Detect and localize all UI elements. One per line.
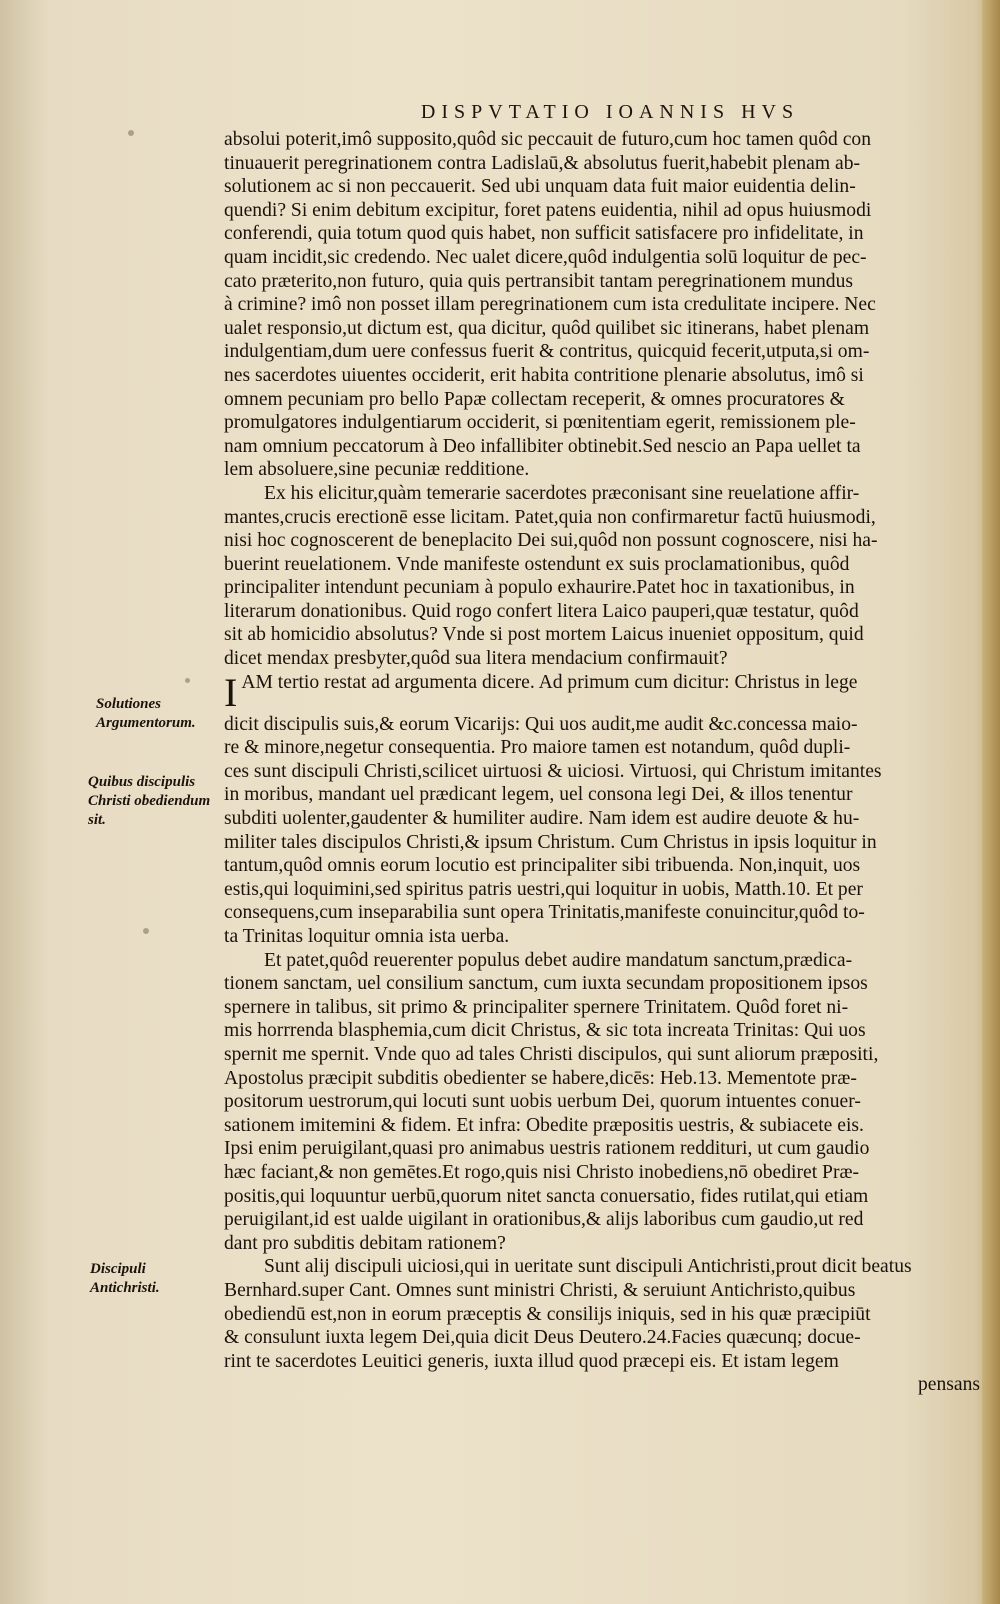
text-line: spernere in talibus, sit primo & principaliter spernere Trinitatem. Quôd foret ni- [224, 996, 849, 1018]
text-line: subditi uolenter,gaudenter & humiliter audire. Nam idem est audire deuote & hu- [224, 808, 860, 830]
text-line: in moribus, mandant uel prædicant legem, uel consona legi Dei, & illos tenentur [224, 784, 853, 806]
text-line: quendi? Si enim debitum excipitur, foret patens euidentia, nihil ad opus huiusmodi [224, 199, 872, 221]
text-line: buerint reuelationem. Vnde manifeste ostendunt ex suis proclamationibus, quôd [224, 553, 850, 575]
text-line: hæc faciant,& non gemētes.Et rogo,quis nisi Christo inobediens,nō obediret Præ- [224, 1161, 860, 1183]
paper-spot [143, 928, 149, 934]
text-line: literarum donationibus. Quid rogo confert litera Laico pauperi,quæ testatur, quôd [224, 600, 859, 622]
text-line: principaliter intendunt pecuniam à populo exhaurire.Patet hoc in taxationibus, in [224, 577, 855, 599]
text-line [224, 671, 980, 713]
text-line: absolui poterit,imô supposito,quôd sic peccauit de futuro,cum hoc tamen quôd con [224, 129, 872, 150]
text-line: mis horrrenda blasphemia,cum dicit Christus, & sic tota increata Trinitas: Qui uos [224, 1020, 866, 1042]
text-line: Et patet,quôd reuerenter populus debet audire mandatum sanctum,prædica- [264, 949, 853, 971]
text-line: mantes,crucis erectionē esse licitam. Patet,quia non confirmaretur factū huiusmodi, [224, 506, 876, 528]
margin-note-quibus: Quibus discipulis Christi obediendum sit. [88, 774, 211, 828]
text-line: consequens,cum inseparabilia sunt opera Trinitatis,manifeste conuincitur,quôd to- [224, 902, 865, 924]
text-line: positis,qui loquuntur uerbū,quorum nitet sancta conuersatio, fides rutilat,qui etiam [224, 1185, 869, 1207]
text-line: ualet responsio,ut dictum est, qua dicitur, quôd quilibet sic itinerans, habet plenam [224, 317, 870, 339]
text-line: tinuauerit peregrinationem contra Ladislaū,& absolutus fuerit,habebit plenam ab- [224, 152, 861, 174]
body-text [224, 128, 980, 1397]
text-line: nes sacerdotes uiuentes occiderit, erit habita contritione plenarie absolutus, imô si [224, 364, 864, 386]
text-line: Apostolus præcipit subditis obedienter se habere,dicēs: Heb.13. Mementote præ- [224, 1067, 857, 1089]
margin-note-discipuli: Discipuli Antichristi. [90, 1261, 160, 1296]
text-line: militer tales discipulos Christi,& ipsum Christum. Cum Christus in ipsis loquitur in [224, 831, 877, 853]
drop-capital: I [224, 670, 238, 713]
text-line: sit ab homicidio absolutus? Vnde si post mortem Laicus inueniet oppositum, quid [224, 624, 864, 646]
text-line: Bernhard.super Cant. Omnes sunt ministri Christi, & seruiunt Antichristo,quibus [224, 1279, 856, 1301]
text-line: positorum uestrorum,qui locuti sunt uobis uerbum Dei, quorum intuentes conuer- [224, 1091, 861, 1113]
catchword: pensans [917, 1374, 980, 1396]
text-line-content: AM tertio restat ad argumenta dicere. Ad primum cum dicitur: Christus in lege [241, 671, 858, 693]
text-line: ta Trinitas loquitur omnia ista uerba. [224, 926, 510, 947]
text-line: estis,qui loquimini,sed spiritus patris uestri,qui loquitur in uobis, Matth.10. Et per [224, 878, 863, 900]
paper-spot [128, 130, 134, 136]
page-edge-strip [982, 0, 1000, 1604]
text-line: à crimine? imô non posset illam peregrinationem cum ista credulitate incipere. Nec [224, 294, 876, 316]
text-line: ces sunt discipuli Christi,scilicet uirtuosi & uiciosi. Virtuosi, qui Christum imitantes [224, 760, 882, 782]
text-line: conferendi, quia totum quod quis habet, non sufficit satisfacere pro infidelitate, in [224, 223, 864, 245]
text-line: nam omnium peccatorum à Deo infallibiter obtinebit.Sed nescio an Papa uellet ta [224, 435, 861, 457]
text-line: obediendū est,non in eorum præceptis & consilijs iniquis, sed in his quæ præcipiūt [224, 1303, 871, 1325]
text-line: rint te sacerdotes Leuitici generis, iuxta illud quod præcepi eis. Et istam legem [224, 1350, 839, 1372]
paper-spot [185, 678, 190, 683]
text-line: sationem imitemini & fidem. Et infra: Obedite præpositis uestris, & subiacete eis. [224, 1114, 864, 1136]
text-line: re & minore,negetur consequentia. Pro maiore tamen est notandum, quôd dupli- [224, 737, 851, 759]
text-line: omnem pecuniam pro bello Papæ collectam receperit, & omnes procuratores & [224, 388, 845, 410]
text-line: Ex his elicitur,quàm temerarie sacerdotes præconisant sine reuelatione affir- [264, 482, 860, 504]
text-line: dicet mendax presbyter,quôd sua litera mendacium confirmauit? [224, 648, 728, 670]
text-line: dicit discipulis suis,& eorum Vicarijs: Qui uos audit,me audit &c.concessa maio- [224, 713, 858, 735]
text-line: nisi hoc cognoscerent de beneplacito Dei sui,quôd non possunt cognoscere, nisi ha- [224, 530, 878, 552]
text-line: promulgatores indulgentiarum occiderit, si pœnitentiam egerit, remissionem ple- [224, 412, 856, 434]
text-line: spernit me spernit. Vnde quo ad tales Christi discipulos, qui sunt aliorum præpositi, [224, 1043, 879, 1065]
text-line: solutionem ac si non peccauerit. Sed ubi unquam data fuit maior euidentia delin- [224, 176, 856, 198]
text-line: dant pro subditis debitam rationem? [224, 1232, 506, 1254]
text-line: tantum,quôd omnis eorum locutio est principaliter sibi tribuenda. Non,inquit, uos [224, 855, 861, 877]
text-line: peruigilant,id est ualde uigilant in orationibus,& alijs laboribus cum gaudio,ut red [224, 1209, 864, 1231]
margin-note-solutiones: Solutiones Argumentorum. [96, 696, 196, 731]
text-line: & consulunt iuxta legem Dei,quia dicit Deus Deutero.24.Facies quæcunq; docue- [224, 1327, 861, 1349]
text-line: lem absoluere,sine pecuniæ redditione. [224, 459, 530, 481]
text-line: cato præterito,non futuro, quia quis pertransibit tantam peregrinationem mundus [224, 270, 854, 292]
text-line: indulgentiam,dum uere confessus fuerit & contritus, quicquid fecerit,utputa,si om- [224, 341, 870, 363]
text-line: Sunt alij discipuli uiciosi,qui in ueritate sunt discipuli Antichristi,prout dicit beatus [264, 1256, 912, 1278]
running-head: DISPVTATIO IOANNIS HVS [420, 101, 800, 123]
text-line: tionem sanctam, uel consilium sanctum, cum iuxta secundam propositionem ipsos [224, 973, 868, 995]
text-line: Ipsi enim peruigilant,quasi pro animabus uestris rationem reddituri, ut cum gaudio [224, 1138, 870, 1160]
text-line: quam incidit,sic credendo. Nec ualet dicere,quôd indulgentia solū loquitur de pec- [224, 246, 867, 268]
